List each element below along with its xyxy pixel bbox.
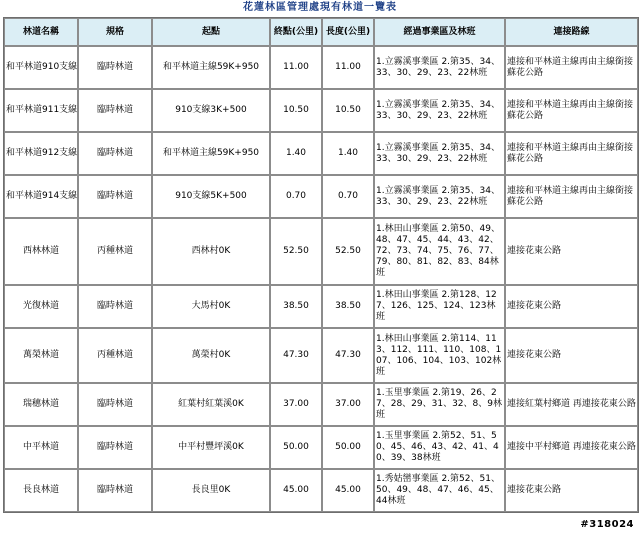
cell-connect: 連接紅葉村鄉道 再連接花東公路 <box>505 383 638 426</box>
cell-spec: 臨時林道 <box>78 285 152 328</box>
cell-end: 50.00 <box>270 426 322 469</box>
cell-end: 10.50 <box>270 89 322 132</box>
table-row <box>4 469 638 512</box>
cell-area: 1.立霧溪事業區 2.第35、34、33、30、29、23、22林班 <box>374 175 505 218</box>
cell-name: 光復林道 <box>4 285 78 328</box>
cell-length: 52.50 <box>322 218 374 285</box>
cell-length: 10.50 <box>322 89 374 132</box>
cell-area: 1.玉里事業區 2.第52、51、50、45、46、43、42、41、40、39、38林班 <box>374 426 505 469</box>
cell-spec: 臨時林道 <box>78 46 152 89</box>
cell-connect: 連接和平林道主線再由主線銜接蘇花公路 <box>505 46 638 89</box>
cell-length: 45.00 <box>322 469 374 512</box>
forest-road-table <box>3 17 639 513</box>
cell-area: 1.立霧溪事業區 2.第35、34、33、30、29、23、22林班 <box>374 132 505 175</box>
cell-name: 西林林道 <box>4 218 78 285</box>
cell-connect: 連接花東公路 <box>505 285 638 328</box>
cell-connect: 連接和平林道主線再由主線銜接蘇花公路 <box>505 175 638 218</box>
page-title: 花蓮林區管理處現有林道一覽表 <box>243 2 397 13</box>
cell-length: 11.00 <box>322 46 374 89</box>
cell-connect: 連接和平林道主線再由主線銜接蘇花公路 <box>505 132 638 175</box>
cell-end: 52.50 <box>270 218 322 285</box>
cell-name: 和平林道912支線 <box>4 132 78 175</box>
cell-end: 47.30 <box>270 328 322 383</box>
cell-start: 910支線5K+500 <box>152 175 270 218</box>
cell-area: 1.林田山事業區 2.第128、127、126、125、124、123林班 <box>374 285 505 328</box>
header-connect: 連接路線 <box>505 18 638 46</box>
cell-area: 1.林田山事業區 2.第50、49、48、47、45、44、43、42、72、73、74、75、76、77、79、80、81、82、83、84林班 <box>374 218 505 285</box>
cell-start: 紅葉村紅葉溪0K <box>152 383 270 426</box>
cell-start: 長良里0K <box>152 469 270 512</box>
cell-end: 11.00 <box>270 46 322 89</box>
header-end: 終點(公里) <box>270 18 322 46</box>
cell-start: 西林村0K <box>152 218 270 285</box>
table-row <box>4 218 638 285</box>
cell-name: 中平林道 <box>4 426 78 469</box>
cell-connect: 連接花東公路 <box>505 469 638 512</box>
header-name: 林道名稱 <box>4 18 78 46</box>
header-length: 長度(公里) <box>322 18 374 46</box>
cell-area: 1.玉里事業區 2.第19、26、27、28、29、31、32、8、9林班 <box>374 383 505 426</box>
cell-spec: 臨時林道 <box>78 383 152 426</box>
cell-spec: 臨時林道 <box>78 469 152 512</box>
cell-name: 瑞穗林道 <box>4 383 78 426</box>
cell-connect: 連接花東公路 <box>505 328 638 383</box>
cell-area: 1.立霧溪事業區 2.第35、34、33、30、29、23、22林班 <box>374 89 505 132</box>
cell-start: 萬榮村0K <box>152 328 270 383</box>
table-row <box>4 328 638 383</box>
table-row <box>4 285 638 328</box>
cell-spec: 臨時林道 <box>78 175 152 218</box>
cell-start: 中平村豐坪溪0K <box>152 426 270 469</box>
cell-end: 1.40 <box>270 132 322 175</box>
cell-area: 1.林田山事業區 2.第114、113、112、111、110、108、107、106、104、103、102林班 <box>374 328 505 383</box>
cell-spec: 臨時林道 <box>78 426 152 469</box>
cell-area: 1.秀姑巒事業區 2.第52、51、50、49、48、47、46、45、44林班 <box>374 469 505 512</box>
header-spec: 規格 <box>78 18 152 46</box>
cell-length: 37.00 <box>322 383 374 426</box>
cell-length: 1.40 <box>322 132 374 175</box>
cell-length: 0.70 <box>322 175 374 218</box>
cell-start: 910支線3K+500 <box>152 89 270 132</box>
table-row <box>4 175 638 218</box>
cell-end: 45.00 <box>270 469 322 512</box>
table-row <box>4 132 638 175</box>
cell-name: 和平林道911支線 <box>4 89 78 132</box>
cell-length: 50.00 <box>322 426 374 469</box>
cell-connect: 連接花東公路 <box>505 218 638 285</box>
cell-start: 大馬村0K <box>152 285 270 328</box>
cell-end: 37.00 <box>270 383 322 426</box>
cell-start: 和平林道主線59K+950 <box>152 132 270 175</box>
cell-connect: 連接中平村鄉道 再連接花東公路 <box>505 426 638 469</box>
cell-end: 0.70 <box>270 175 322 218</box>
image-id-watermark: #318024 <box>580 519 634 530</box>
cell-spec: 臨時林道 <box>78 89 152 132</box>
header-area: 經過事業區及林班 <box>374 18 505 46</box>
cell-spec: 丙種林道 <box>78 218 152 285</box>
header-row <box>4 18 638 46</box>
cell-name: 長良林道 <box>4 469 78 512</box>
cell-length: 47.30 <box>322 328 374 383</box>
cell-spec: 臨時林道 <box>78 132 152 175</box>
cell-spec: 丙種林道 <box>78 328 152 383</box>
cell-name: 和平林道910支線 <box>4 46 78 89</box>
table-row <box>4 46 638 89</box>
cell-length: 38.50 <box>322 285 374 328</box>
cell-end: 38.50 <box>270 285 322 328</box>
cell-area: 1.立霧溪事業區 2.第35、34、33、30、29、23、22林班 <box>374 46 505 89</box>
header-start: 起點 <box>152 18 270 46</box>
table-row <box>4 89 638 132</box>
table-row <box>4 426 638 469</box>
cell-start: 和平林道主線59K+950 <box>152 46 270 89</box>
cell-name: 和平林道914支線 <box>4 175 78 218</box>
table-row <box>4 383 638 426</box>
cell-name: 萬榮林道 <box>4 328 78 383</box>
cell-connect: 連接和平林道主線再由主線銜接蘇花公路 <box>505 89 638 132</box>
